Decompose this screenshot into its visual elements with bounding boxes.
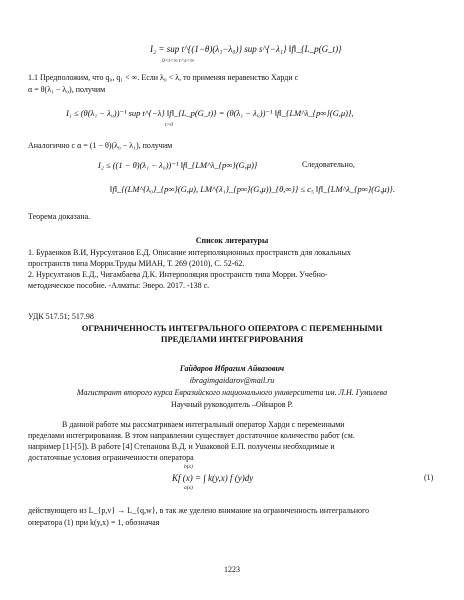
reference-1-line1: 1. Бураенков В.И, Нурсултанов Е.Д. Описание интерполяционных пространств для локальных	[28, 248, 351, 257]
reference-1-line2: пространств типа Морри.Труды МИАН, Т. 269 (2010), С. 52-62.	[28, 259, 245, 268]
equation-number: (1)	[424, 473, 434, 482]
references-title: Список литературы	[195, 236, 269, 245]
paragraph-consequently: Следовательно,	[302, 160, 355, 169]
body-line-5: действующего из L_{p,v} → L_{q,w}, в так же уделено внимание на ограниченность интегрального	[28, 506, 370, 515]
article-title-line2: ПРЕДЕЛАМИ ИНТЕГРИРОВАНИЯ	[160, 334, 304, 344]
formula-integral-operator: Kf (x) = ∫ k(y,x) f (y)dy	[172, 473, 254, 483]
body-line-6: оператора (1) при k(y,x) = 1, обозначая	[28, 518, 160, 527]
author-affiliation: Магистрант второго курса Евразийского национального университета им. Л.Н. Гумилева	[76, 388, 388, 397]
body-line-3: например [1]-[5]). В работе [4] Степанова В.Д. и Ушаковой Е.П. получены необходимые и	[28, 442, 335, 451]
integral-upper-limit: b(x)	[184, 464, 193, 470]
theorem-proved: Теорема доказана.	[28, 212, 91, 221]
scientific-advisor: Научный руководитель –Ойнаров Р.	[171, 400, 293, 409]
formula-i2-estimate: I₂ ≤ ((1 − θ)(λ₁ − λ₀))⁻¹ ‖f‖_{LM^λ_{p∞}(G,μ)}	[98, 160, 258, 170]
formula-i2-limits: 0<t<∞ t<s<∞	[162, 58, 195, 64]
formula-i1-estimate: I₁ ≤ (θ(λ₁ − λ₀))⁻¹ sup t^{−λ} ‖f‖_{L_p(G_t)} = (θ(λ₁ − λ₀))⁻¹ ‖f‖_{LM^λ_{p∞}(G,μ)},	[66, 108, 354, 118]
formula-norm-interpolation: ‖f‖_{(LM^{λ₀}_{p∞}(G,μ), LM^{λ₁}_{p∞}(G,μ))_{θ,∞}} ≤ c₅ ‖f‖_{LM^λ_{p∞}(G,μ)}.	[110, 184, 395, 194]
integral-lower-limit: a(x)	[184, 485, 193, 491]
body-line-4: достаточные условия ограниченности оператора	[28, 453, 194, 462]
paragraph-assume-line2: α = θ(λ₁ − λ₀), получим	[28, 85, 106, 94]
page-number: 1223	[224, 565, 240, 574]
reference-2-line2: методическое пособие. -Алматы: Эверо. 2017. -138 с.	[28, 281, 210, 290]
paragraph-assume-line1: 1.1 Предположим, что q₀, q₁ < ∞. Если λ₀ < λ, то применяя неравенство Харди с	[28, 73, 299, 82]
body-line-2: пределами интегрирования. В этом направлении существует достаточное количество работ (см.	[28, 431, 355, 440]
author-name: Гайдаров Ибрагим Айвазович	[179, 364, 285, 373]
author-email: ibragimgaidarov@mail.ru	[189, 376, 275, 385]
udk-code: УДК 517.51; 517.98	[28, 312, 94, 321]
paragraph-analogously: Аналогично с α = (1 − θ)(λ₀ − λ₁), получим	[28, 141, 173, 150]
article-title-line1: ОГРАНИЧЕННОСТЬ ИНТЕГРАЛЬНОГО ОПЕРАТОРА С ПЕРЕМЕННЫМИ	[81, 323, 383, 333]
formula-i1-limit: t>0	[165, 122, 173, 128]
formula-i2-sup: I₂ = sup t^{(1−θ)(λ₁−λ₀)} sup s^{−λ₁} ‖f‖_{L_p(G_t)}	[150, 44, 342, 54]
reference-2-line1: 2. Нурсултанов Е.Д., Чигамбаева Д.К. Интерполяция пространств типа Морри. Учебно-	[28, 270, 328, 279]
body-line-1: В данной работе мы рассматриваем интегральный оператор Харди с переменными	[62, 420, 345, 429]
